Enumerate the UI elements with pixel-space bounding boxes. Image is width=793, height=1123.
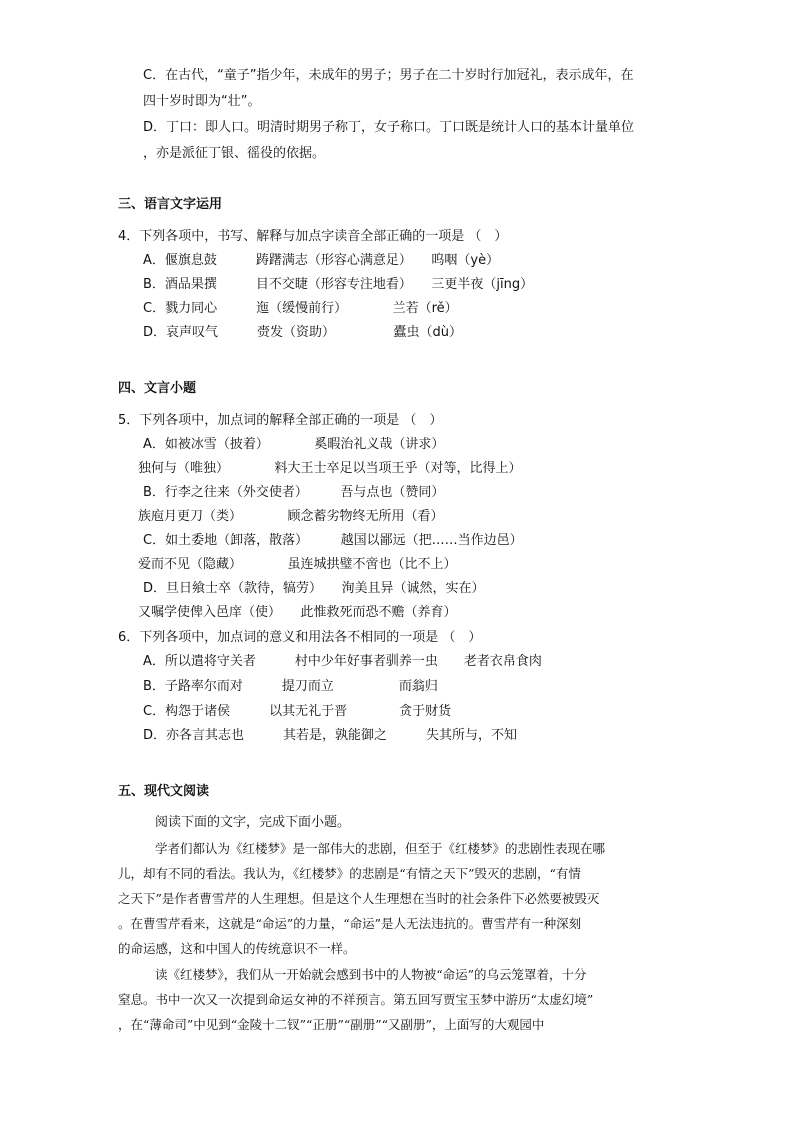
q4-option-a: A．偃旗息鼓 踌躇满志（形容心满意足） 呜咽（yè） xyxy=(143,253,500,268)
q5-line-1: A．如被冰雪（披着） 奚暇治礼义哉（讲求） xyxy=(143,437,445,452)
section-4-heading: 四、文言小题 xyxy=(118,381,197,396)
q6-option-b: B．子路率尔而对 提刀而立 而翁归 xyxy=(143,679,438,694)
question-4: 4．下列各项中，书写、解释与加点字读音全部正确的一项是 （ ） xyxy=(118,229,508,244)
q6-option-a: A．所以遣将守关者 村中少年好事者驯养一虫 老者衣帛食肉 xyxy=(143,654,542,669)
q5-line-7: D．旦日飨士卒（款待，犒劳） 洵美且异（诚然，实在） xyxy=(143,581,485,596)
passage-p1-line-5: 的命运感，这和中国人的传统意识不一样。 xyxy=(118,941,356,956)
reading-intro: 阅读下面的文字，完成下面小题。 xyxy=(155,815,351,830)
passage-p2-line-2: 窒息。书中一次又一次提到命运女神的不祥预言。第五回写贾宝玉梦中游历“太虚幻境” xyxy=(118,992,594,1007)
q6-option-d: D．亦各言其志也 其若是，孰能御之 失其所与，不知 xyxy=(143,728,518,743)
question-6: 6．下列各项中，加点词的意义和用法各不相同的一项是 （ ） xyxy=(118,630,482,645)
q6-option-c: C．构怨于诸侯 以其无礼于晋 贪于财货 xyxy=(143,704,452,719)
option-d-line-2: ，亦是派征丁银、徭役的依据。 xyxy=(143,146,326,161)
q5-line-5: C．如土委地（卸落，散落） 越国以鄙远（把……当作边邑） xyxy=(143,533,523,548)
q5-line-3: B．行李之往来（外交使者） 吾与点也（赞同） xyxy=(143,485,445,500)
option-d-line-1: D．丁口：即人口。明清时期男子称丁，女子称口。丁口既是统计人口的基本计量单位 xyxy=(143,120,635,135)
passage-p1-line-2: 儿，却有不同的看法。我认为，《红楼梦》的悲剧是“有情之天下”毁灭的悲剧，“有情 xyxy=(118,866,581,881)
q4-option-d: D．哀声叹气 赍发（资助） 蠹虫（dù） xyxy=(143,325,463,340)
q5-line-4: 族庖月更刀（类） 顾念蓄劣物终无所用（看） xyxy=(138,509,444,524)
q5-line-6: 爱而不见（隐藏） 虽连城拱璧不啻也（比不上） xyxy=(138,557,457,572)
q4-option-c: C．戮力同心 迤（缓慢前行） 兰若（rě） xyxy=(143,301,458,316)
q5-line-2: 独何与（唯独） 料大王士卒足以当项王乎（对等，比得上） xyxy=(138,461,522,476)
passage-p1-line-1: 学者们都认为《红楼梦》是一部伟大的悲剧，但至于《红楼梦》的悲剧性表现在哪 xyxy=(155,841,606,856)
q5-line-8: 又嘱学使俾入邑庠（使） 此惟救死而恐不赡（养育） xyxy=(138,605,457,620)
question-5: 5．下列各项中，加点词的解释全部正确的一项是 （ ） xyxy=(118,413,443,428)
option-c-line-1: C．在古代，“童子”指少年，未成年的男子；男子在二十岁时行加冠礼，表示成年，在 xyxy=(143,68,634,83)
section-5-heading: 五、现代文阅读 xyxy=(118,784,210,799)
passage-p1-line-4: 。在曹雪芹看来，这就是“命运”的力量，“命运”是人无法违抗的。曹雪芹有一种深刻 xyxy=(118,916,582,931)
passage-p2-line-3: ，在“薄命司”中见到“金陵十二钗”“正册”“副册”“又副册”，上面写的大观园中 xyxy=(118,1017,545,1032)
option-c-line-2: 四十岁时即为“壮”。 xyxy=(143,94,261,109)
passage-p2-line-1: 读《红楼梦》，我们从一开始就会感到书中的人物被“命运”的乌云笼罩着，十分 xyxy=(155,967,587,982)
q4-option-b: B．酒品果撰 目不交睫（形容专注地看） 三更半夜（jīng） xyxy=(143,277,534,292)
section-3-heading: 三、语言文字运用 xyxy=(118,197,223,212)
passage-p1-line-3: 之天下”是作者曹雪芹的人生理想。但是这个人生理想在当时的社会条件下必然要被毁灭 xyxy=(118,891,600,906)
